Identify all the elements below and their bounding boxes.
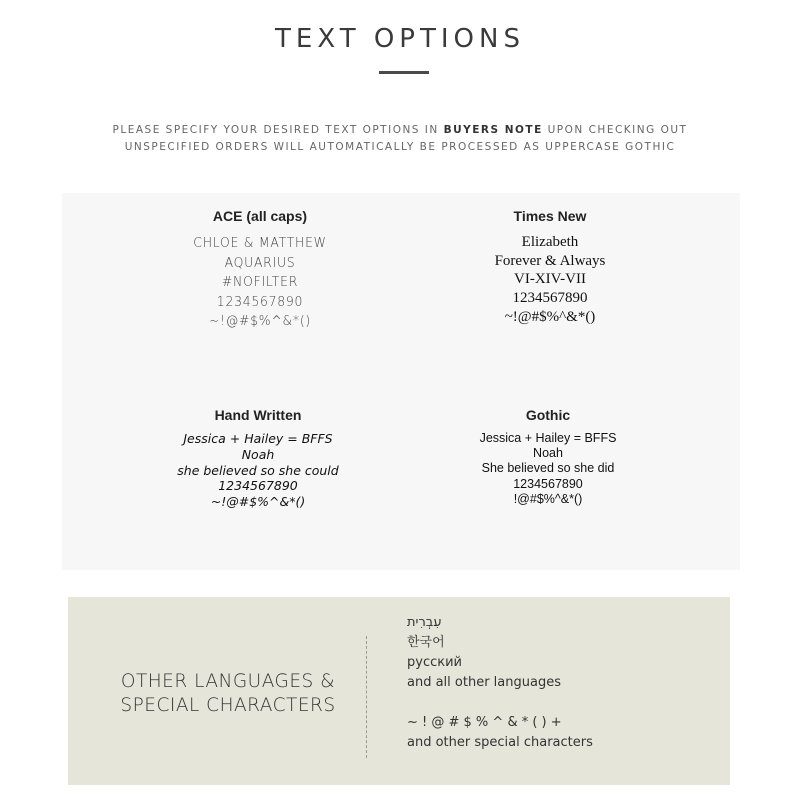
sample-line: Jessica + Hailey = BFFS <box>183 431 333 446</box>
sample-line: #NOFILTER <box>221 274 299 290</box>
special-characters-note: and other special characters <box>407 735 593 750</box>
sample-line: ~!@#$%^&*() <box>208 313 312 329</box>
other-languages-heading <box>108 670 348 718</box>
font-sample-lines <box>148 431 368 510</box>
sample-line: AQUARIUS <box>224 254 296 271</box>
sample-line: ~!@#$%^&*() <box>504 308 596 325</box>
font-sample-lines <box>443 431 653 507</box>
font-sample-hand-written <box>148 407 368 510</box>
font-sample-lines <box>450 233 650 327</box>
heading-line-2: SPECIAL CHARACTERS <box>120 695 336 716</box>
languages-list <box>407 613 707 753</box>
sample-line: she believed so she could <box>177 462 339 478</box>
sample-line: Noah <box>241 446 275 462</box>
instructions-text-before: PLEASE SPECIFY YOUR DESIRED TEXT OPTIONS IN <box>112 124 444 136</box>
dashed-divider <box>366 636 367 758</box>
sample-line: Elizabeth <box>521 234 579 250</box>
sample-line: 1234567890 <box>513 476 583 491</box>
sample-line: 1234567890 <box>512 290 588 307</box>
language-korean: 한국어 <box>407 635 445 650</box>
title-underline <box>379 71 429 74</box>
font-sample-times-new <box>450 208 650 327</box>
font-name: ACE (all caps) <box>212 208 308 224</box>
sample-line: Forever & Always <box>494 252 606 269</box>
heading-line-1: OTHER LANGUAGES & <box>120 671 336 692</box>
font-sample-lines <box>168 234 352 332</box>
languages-note: and all other languages <box>407 675 561 690</box>
sample-line: VI-XIV-VII <box>514 271 586 288</box>
sample-line: Noah <box>533 446 563 461</box>
instructions <box>0 122 800 156</box>
language-hebrew: עִבְרִית <box>407 615 442 630</box>
special-characters: ~ ! @ # $ % ^ & * ( ) + <box>407 715 562 730</box>
page-title: TEXT OPTIONS <box>275 24 525 54</box>
sample-line: ~!@#$%^&*() <box>210 494 306 510</box>
font-name: Hand Written <box>214 407 302 423</box>
font-sample-gothic <box>443 407 653 507</box>
sample-line: Jessica + Hailey = BFFS <box>479 431 617 445</box>
font-name: Times New <box>513 208 587 224</box>
sample-line: 1234567890 <box>216 293 304 310</box>
instructions-line-1 <box>0 122 800 139</box>
font-sample-ace <box>160 208 360 332</box>
font-name: Gothic <box>525 407 571 423</box>
instructions-line-2: UNSPECIFIED ORDERS WILL AUTOMATICALLY BE PROCESSED AS UPPERCASE GOTHIC <box>124 141 676 153</box>
buyers-note-emphasis: BUYERS NOTE <box>443 124 543 136</box>
instructions-text-after: UPON CHECKING OUT <box>542 124 688 136</box>
spacer <box>407 693 707 713</box>
sample-line: 1234567890 <box>218 478 298 494</box>
sample-line: She believed so she did <box>481 461 615 476</box>
language-russian: русский <box>407 655 462 670</box>
sample-line: CHLOE & MATTHEW <box>193 235 327 251</box>
sample-line: !@#$%^&*() <box>513 491 583 506</box>
